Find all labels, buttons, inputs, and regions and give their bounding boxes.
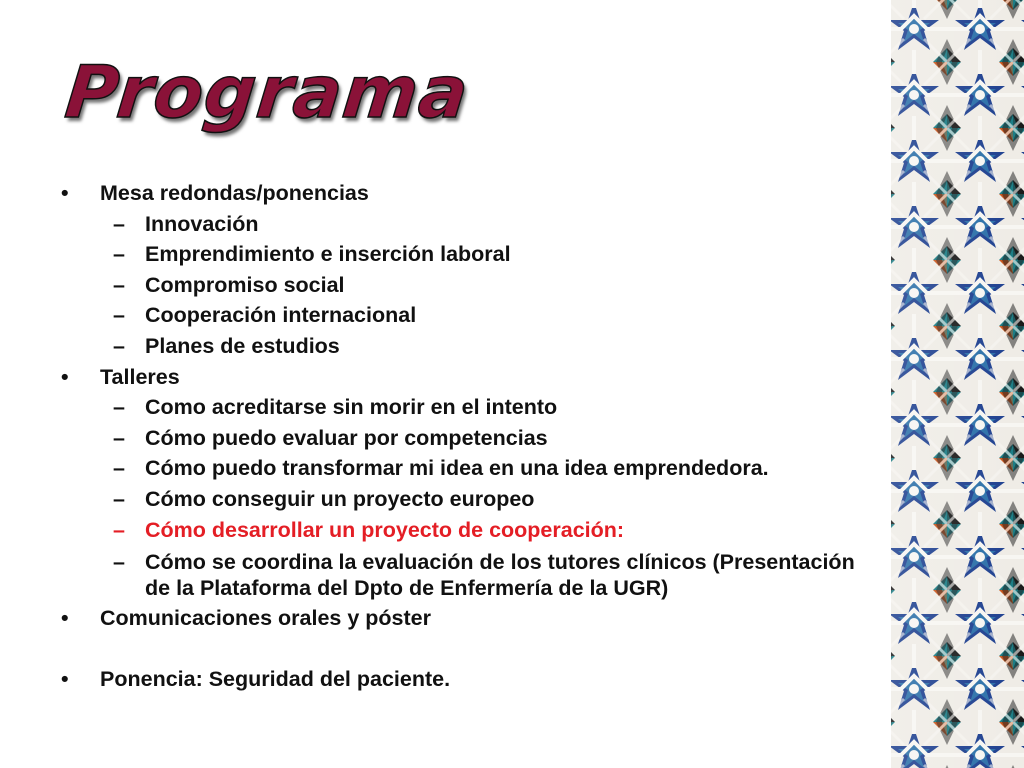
dash-marker: – (113, 211, 125, 236)
bullet-marker: • (61, 666, 69, 691)
dash-marker: – (113, 486, 125, 511)
dash-marker: – (113, 272, 125, 297)
sub-bullet-item (0, 270, 880, 301)
sub-bullet-text: Cómo se coordina la evaluación de los tutores clínicos (Presentación de la Plataforma del Dpto de Enfermería de la UGR) (145, 550, 855, 601)
sub-bullet-item (0, 331, 880, 362)
bullet-text: Mesa redondas/ponencias (100, 181, 369, 205)
bullet-marker: • (61, 606, 69, 631)
bullet-marker: • (61, 181, 69, 205)
dash-marker: – (113, 333, 125, 358)
bullet-list (0, 178, 880, 694)
sub-bullet-item (0, 209, 880, 240)
sub-bullet-text: Innovación (145, 211, 259, 236)
bullet-text: Talleres (100, 364, 180, 389)
dash-marker: – (113, 550, 125, 575)
slide-title: Programa (61, 50, 474, 134)
sub-bullet-text: Cómo puedo transformar mi idea en una idea emprendedora. (145, 456, 769, 481)
sub-bullet-text: Como acreditarse sin morir en el intento (145, 395, 558, 420)
dash-marker: – (113, 303, 125, 328)
sub-bullet-item-highlighted (0, 515, 880, 546)
bullet-item (0, 603, 880, 634)
bullet-item (0, 178, 880, 209)
sub-bullet-item (0, 300, 880, 331)
bullet-item (0, 664, 880, 695)
sub-bullet-item (0, 545, 880, 603)
dash-marker: – (113, 395, 125, 420)
sub-bullet-text: Compromiso social (145, 272, 345, 297)
sub-bullet-item (0, 392, 880, 423)
sub-bullet-text: Cooperación internacional (145, 303, 417, 328)
bullet-text: Ponencia: Seguridad del paciente. (100, 666, 451, 691)
sub-bullet-item (0, 484, 880, 515)
bullet-text: Comunicaciones orales y póster (100, 606, 431, 631)
sub-bullet-text: Emprendimiento e inserción laboral (145, 242, 511, 267)
sub-bullet-item (0, 453, 880, 484)
sub-bullet-text: Cómo conseguir un proyecto europeo (145, 486, 535, 511)
mosaic-tile-image (891, 0, 1024, 768)
sub-bullet-text: Cómo puedo evaluar por competencias (145, 425, 548, 450)
dash-marker: – (113, 425, 125, 450)
sub-bullet-item (0, 239, 880, 270)
bullet-item (0, 362, 880, 393)
dash-marker: – (113, 456, 125, 481)
sub-bullet-text: Planes de estudios (145, 333, 340, 358)
dash-marker: – (113, 517, 125, 542)
dash-marker: – (113, 242, 125, 267)
sub-bullet-text: Cómo desarrollar un proyecto de cooperación: (145, 517, 625, 542)
bullet-marker: • (61, 364, 69, 389)
sub-bullet-item (0, 423, 880, 454)
